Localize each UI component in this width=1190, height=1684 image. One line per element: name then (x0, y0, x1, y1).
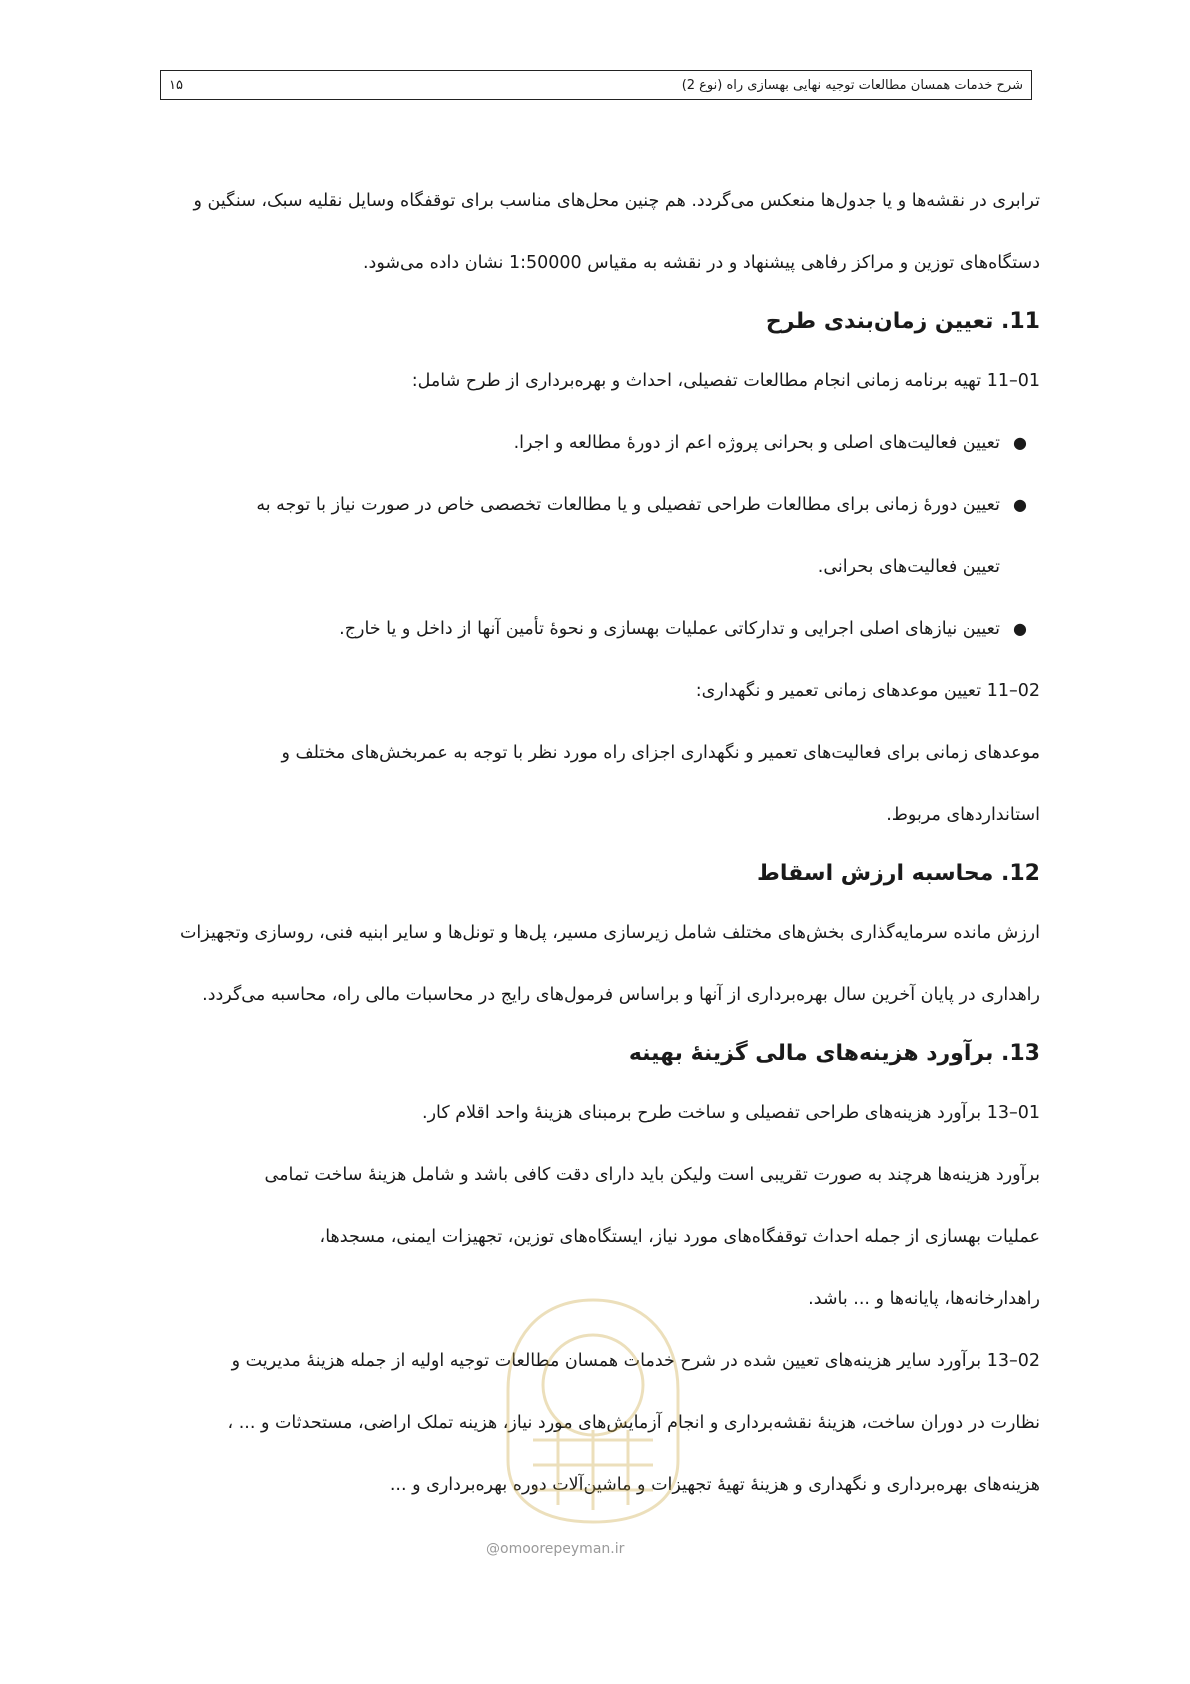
page-number: ۱۵ (169, 77, 183, 93)
list-item (168, 598, 1040, 660)
paragraph: نظارت در دوران ساخت، هزینهٔ نقشه‌برداری و انجام آزمایش‌های مورد نیاز، هزینه تملک اراضی، مستحدثات و ... ، (227, 1413, 1040, 1433)
bullet-icon: ● (1013, 433, 1027, 452)
page-header (160, 70, 1032, 100)
list-item (168, 474, 1040, 598)
paragraph: راهداری در پایان آخرین سال بهره‌برداری از آنها و براساس فرمول‌های رایج در محاسبات مالی راه، محاسبه می‌گردد. (202, 985, 1040, 1005)
subsection-11-02: 02–11 تعیین موعدهای زمانی تعمیر و نگهداری: (695, 681, 1040, 701)
section-heading-12: 12. محاسبه ارزش اسقاط (756, 861, 1040, 886)
list-item-text: تعیین دورهٔ زمانی برای مطالعات طراحی تفصیلی و یا مطالعات تخصصی خاص در صورت نیاز با توجه به (256, 495, 1000, 515)
paragraph: هزینه‌های بهره‌برداری و نگهداری و هزینهٔ تهیهٔ تجهیزات و ماشین‌آلات دوره بهره‌برداری و ... (389, 1475, 1040, 1495)
subsection-13-01: 01–13 برآورد هزینه‌های طراحی تفصیلی و ساخت طرح برمبنای هزینهٔ واحد اقلام کار. (422, 1103, 1040, 1123)
paragraph: برآورد هزینه‌ها هرچند به صورت تقریبی است ولیکن باید دارای دقت کافی باشد و شامل هزینهٔ ساخت تمامی (264, 1165, 1040, 1185)
paragraph: دستگاه‌های توزین و مراکز رفاهی پیشنهاد و در نقشه به مقیاس 1:50000 نشان داده می‌شود. (362, 253, 1040, 273)
paragraph: ترابری در نقشه‌ها و یا جدول‌ها منعکس می‌گردد. هم چنین محل‌های مناسب برای توقفگاه وسایل نقلیه سبک، سنگین و (193, 191, 1040, 211)
paragraph: عملیات بهسازی از جمله احداث توقفگاه‌های مورد نیاز، ایستگاه‌های توزین، تجهیزات ایمنی، مسجدها، (319, 1227, 1040, 1247)
subsection-11-01: 01–11 تهیه برنامه زمانی انجام مطالعات تفصیلی، احداث و بهره‌برداری از طرح شامل: (411, 371, 1040, 391)
paragraph: راهدارخانه‌ها، پایانه‌ها و ... باشد. (808, 1289, 1040, 1309)
list-item (168, 412, 1040, 474)
section-heading-11: 11. تعیین زمان‌بندی طرح (765, 309, 1040, 334)
list-item-text: تعیین نیازهای اصلی اجرایی و تدارکاتی عملیات بهسازی و نحوهٔ تأمین آنها از داخل و یا خارج. (339, 619, 1000, 639)
watermark-url: @omoorepeyman.ir (486, 1541, 625, 1557)
list-item-text: تعیین فعالیت‌های بحرانی. (817, 557, 1000, 577)
section-heading-13: 13. برآورد هزینه‌های مالی گزینهٔ بهینه (628, 1041, 1040, 1066)
document-title: شرح خدمات همسان مطالعات توجیه نهایی بهسازی راه (نوع 2) (681, 77, 1023, 93)
paragraph: استانداردهای مربوط. (886, 805, 1040, 825)
paragraph: موعدهای زمانی برای فعالیت‌های تعمیر و نگهداری اجزای راه مورد نظر با توجه به عمربخش‌های مختلف و (281, 743, 1040, 763)
subsection-13-02: 02–13 برآورد سایر هزینه‌های تعیین شده در شرح خدمات همسان مطالعات توجیه اولیه از جمله هزینهٔ مدیریت و (231, 1351, 1040, 1371)
watermark-logo-icon (498, 1290, 688, 1530)
bullet-icon: ● (1013, 619, 1027, 638)
list-item-text: تعیین فعالیت‌های اصلی و بحرانی پروژه اعم از دورهٔ مطالعه و اجرا. (513, 433, 1000, 453)
bullet-icon: ● (1013, 495, 1027, 514)
paragraph: ارزش مانده سرمایه‌گذاری بخش‌های مختلف شامل زیرسازی مسیر، پل‌ها و تونل‌ها و سایر ابنیه فنی، روسازی وتجهیزات (179, 923, 1040, 943)
